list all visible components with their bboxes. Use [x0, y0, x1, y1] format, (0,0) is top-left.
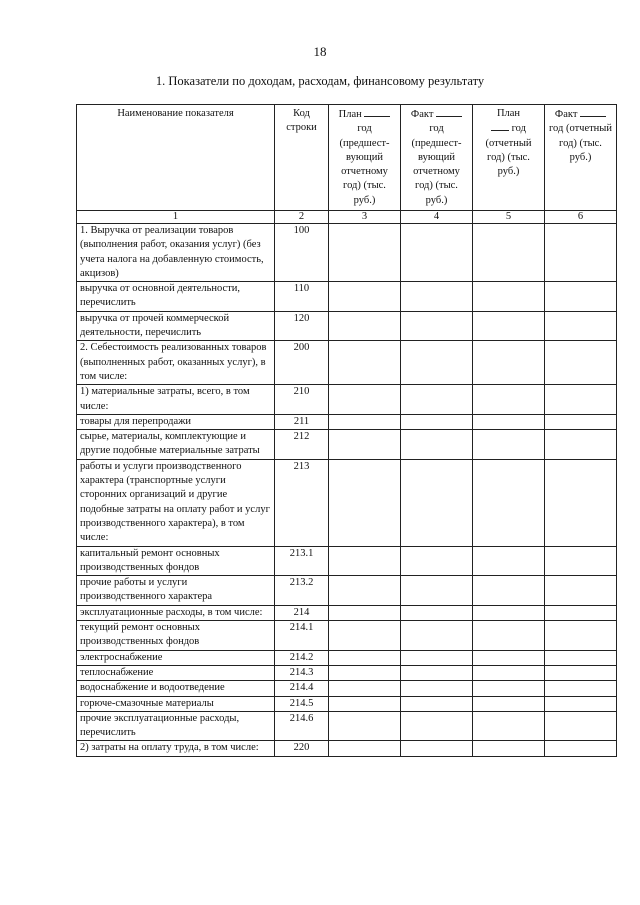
column-number: 4 [401, 211, 473, 224]
value-cell-fact-prev[interactable] [401, 621, 473, 651]
value-cell-plan-current[interactable] [473, 665, 545, 680]
row-code: 214.6 [275, 711, 329, 741]
value-cell-fact-prev[interactable] [401, 681, 473, 696]
row-code: 220 [275, 741, 329, 756]
value-cell-fact-current[interactable] [545, 341, 617, 385]
value-cell-plan-prev[interactable] [329, 665, 401, 680]
value-cell-fact-prev[interactable] [401, 385, 473, 415]
indicator-name: 1. Выручка от реализации товаров (выполнения работ, оказания услуг) (без учета налога на добавленную стоимость, акцизов) [77, 224, 275, 282]
value-cell-fact-current[interactable] [545, 459, 617, 546]
value-cell-fact-prev[interactable] [401, 650, 473, 665]
indicator-name: выручка от прочей коммерческой деятельности, перечислить [77, 311, 275, 341]
table-row [77, 605, 617, 620]
table-row [77, 459, 617, 546]
table-row [77, 430, 617, 460]
row-code: 200 [275, 341, 329, 385]
row-code: 214.3 [275, 665, 329, 680]
indicator-name: прочие работы и услуги производственного характера [77, 576, 275, 606]
value-cell-plan-current[interactable] [473, 224, 545, 282]
table-row [77, 341, 617, 385]
value-cell-plan-prev[interactable] [329, 414, 401, 429]
indicator-name: горюче-смазочные материалы [77, 696, 275, 711]
value-cell-fact-current[interactable] [545, 696, 617, 711]
value-cell-fact-prev[interactable] [401, 711, 473, 741]
row-code: 214 [275, 605, 329, 620]
indicator-name: работы и услуги производственного характера (транспортные услуги сторонних организаций и другие подобные затраты на оплату работ и услуг производственного характера), в том числе: [77, 459, 275, 546]
column-number: 5 [473, 211, 545, 224]
value-cell-fact-prev[interactable] [401, 414, 473, 429]
table-row [77, 576, 617, 606]
value-cell-plan-prev[interactable] [329, 681, 401, 696]
value-cell-plan-current[interactable] [473, 650, 545, 665]
value-cell-fact-current[interactable] [545, 576, 617, 606]
value-cell-plan-current[interactable] [473, 282, 545, 312]
value-cell-fact-current[interactable] [545, 282, 617, 312]
value-cell-plan-current[interactable] [473, 605, 545, 620]
value-cell-fact-current[interactable] [545, 681, 617, 696]
value-cell-fact-prev[interactable] [401, 341, 473, 385]
header-fact-prev-rest: год (предшест-вующий отчетному год) (тыс. руб.) [411, 123, 462, 206]
value-cell-fact-current[interactable] [545, 224, 617, 282]
indicator-name: сырье, материалы, комплектующие и другие подобные материальные затраты [77, 430, 275, 460]
column-number: 2 [275, 211, 329, 224]
value-cell-fact-prev[interactable] [401, 282, 473, 312]
value-cell-plan-current[interactable] [473, 341, 545, 385]
table-row [77, 282, 617, 312]
value-cell-fact-current[interactable] [545, 414, 617, 429]
row-code: 211 [275, 414, 329, 429]
row-code: 210 [275, 385, 329, 415]
value-cell-plan-prev[interactable] [329, 696, 401, 711]
indicators-table [76, 104, 617, 757]
value-cell-fact-current[interactable] [545, 546, 617, 576]
value-cell-fact-prev[interactable] [401, 224, 473, 282]
indicator-name: выручка от основной деятельности, перечислить [77, 282, 275, 312]
header-plan-current-year: год [511, 123, 526, 135]
row-code: 100 [275, 224, 329, 282]
value-cell-plan-current[interactable] [473, 311, 545, 341]
table-row [77, 621, 617, 651]
indicator-name: электроснабжение [77, 650, 275, 665]
value-cell-fact-prev[interactable] [401, 665, 473, 680]
value-cell-fact-prev[interactable] [401, 696, 473, 711]
table-row [77, 696, 617, 711]
row-code: 213.2 [275, 576, 329, 606]
header-indicator-name: Наименование показателя [77, 105, 275, 211]
indicator-name: прочие эксплуатационные расходы, перечислить [77, 711, 275, 741]
value-cell-plan-prev[interactable] [329, 711, 401, 741]
column-number: 6 [545, 211, 617, 224]
value-cell-plan-prev[interactable] [329, 224, 401, 282]
header-fact-prev [401, 105, 473, 211]
table-row [77, 224, 617, 282]
value-cell-fact-current[interactable] [545, 430, 617, 460]
value-cell-plan-current[interactable] [473, 711, 545, 741]
column-number: 1 [77, 211, 275, 224]
section-title: 1. Показатели по доходам, расходам, финансовому результату [155, 74, 485, 88]
value-cell-plan-prev[interactable] [329, 546, 401, 576]
value-cell-fact-current[interactable] [545, 311, 617, 341]
indicator-name: эксплуатационные расходы, в том числе: [77, 605, 275, 620]
indicator-name: текущий ремонт основных производственных фондов [77, 621, 275, 651]
header-fact-current [545, 105, 617, 211]
value-cell-fact-prev[interactable] [401, 430, 473, 460]
value-cell-plan-current[interactable] [473, 741, 545, 756]
year-blank-line [580, 107, 606, 117]
row-code: 214.4 [275, 681, 329, 696]
header-plan-prev-rest: год (предшест-вующий отчетному год) (тыс. руб.) [339, 123, 390, 206]
header-fact-current-rest: год (отчетный год) (тыс. руб.) [549, 123, 612, 163]
value-cell-plan-prev[interactable] [329, 459, 401, 546]
row-code: 214.1 [275, 621, 329, 651]
header-row-code: Код строки [275, 105, 329, 211]
value-cell-plan-prev[interactable] [329, 621, 401, 651]
row-code: 213.1 [275, 546, 329, 576]
value-cell-fact-prev[interactable] [401, 605, 473, 620]
indicator-name: 1) материальные затраты, всего, в том числе: [77, 385, 275, 415]
value-cell-plan-current[interactable] [473, 414, 545, 429]
table-row [77, 741, 617, 756]
value-cell-plan-prev[interactable] [329, 430, 401, 460]
value-cell-fact-current[interactable] [545, 621, 617, 651]
value-cell-plan-prev[interactable] [329, 282, 401, 312]
row-code: 214.2 [275, 650, 329, 665]
value-cell-fact-current[interactable] [545, 741, 617, 756]
indicator-name: капитальный ремонт основных производственных фондов [77, 546, 275, 576]
value-cell-plan-prev[interactable] [329, 650, 401, 665]
page-number: 18 [313, 44, 327, 59]
value-cell-fact-current[interactable] [545, 711, 617, 741]
row-code: 214.5 [275, 696, 329, 711]
value-cell-plan-current[interactable] [473, 546, 545, 576]
row-code: 212 [275, 430, 329, 460]
value-cell-fact-current[interactable] [545, 665, 617, 680]
table-row [77, 414, 617, 429]
indicator-name: водоснабжение и водоотведение [77, 681, 275, 696]
table-row [77, 546, 617, 576]
table-row [77, 665, 617, 680]
value-cell-plan-current[interactable] [473, 621, 545, 651]
header-plan-current-rest: (отчетный год) (тыс. руб.) [485, 137, 532, 178]
indicator-name: 2. Себестоимость реализованных товаров (выполненных работ, оказанных услуг), в том числе: [77, 341, 275, 385]
row-code: 213 [275, 459, 329, 546]
year-blank-line [491, 121, 509, 131]
header-fact-current-lead: Факт [554, 109, 578, 120]
header-plan-prev [329, 105, 401, 211]
value-cell-plan-current[interactable] [473, 385, 545, 415]
indicator-name: товары для перепродажи [77, 414, 275, 429]
value-cell-plan-prev[interactable] [329, 576, 401, 606]
value-cell-fact-prev[interactable] [401, 546, 473, 576]
value-cell-fact-current[interactable] [545, 385, 617, 415]
table-row [77, 650, 617, 665]
column-number-row [77, 211, 617, 224]
indicator-name: теплоснабжение [77, 665, 275, 680]
value-cell-plan-prev[interactable] [329, 385, 401, 415]
year-blank-line [364, 107, 390, 117]
value-cell-fact-prev[interactable] [401, 576, 473, 606]
value-cell-plan-current[interactable] [473, 576, 545, 606]
table-body [77, 224, 617, 757]
value-cell-plan-current[interactable] [473, 430, 545, 460]
header-plan-current-lead: План [496, 108, 521, 119]
year-blank-line [436, 107, 462, 117]
column-number: 3 [329, 211, 401, 224]
value-cell-fact-prev[interactable] [401, 459, 473, 546]
value-cell-fact-current[interactable] [545, 605, 617, 620]
table-header-row [77, 105, 617, 211]
value-cell-plan-prev[interactable] [329, 741, 401, 756]
table-row [77, 385, 617, 415]
table-row [77, 311, 617, 341]
header-plan-prev-lead: План [338, 109, 362, 120]
value-cell-fact-prev[interactable] [401, 741, 473, 756]
value-cell-plan-current[interactable] [473, 459, 545, 546]
value-cell-plan-prev[interactable] [329, 311, 401, 341]
row-code: 110 [275, 282, 329, 312]
value-cell-plan-current[interactable] [473, 696, 545, 711]
value-cell-fact-prev[interactable] [401, 311, 473, 341]
value-cell-plan-prev[interactable] [329, 341, 401, 385]
row-code: 120 [275, 311, 329, 341]
header-fact-prev-lead: Факт [410, 109, 434, 120]
value-cell-fact-current[interactable] [545, 650, 617, 665]
table-row [77, 681, 617, 696]
value-cell-plan-prev[interactable] [329, 605, 401, 620]
header-plan-current [473, 105, 545, 211]
table-row [77, 711, 617, 741]
indicator-name: 2) затраты на оплату труда, в том числе: [77, 741, 275, 756]
value-cell-plan-current[interactable] [473, 681, 545, 696]
